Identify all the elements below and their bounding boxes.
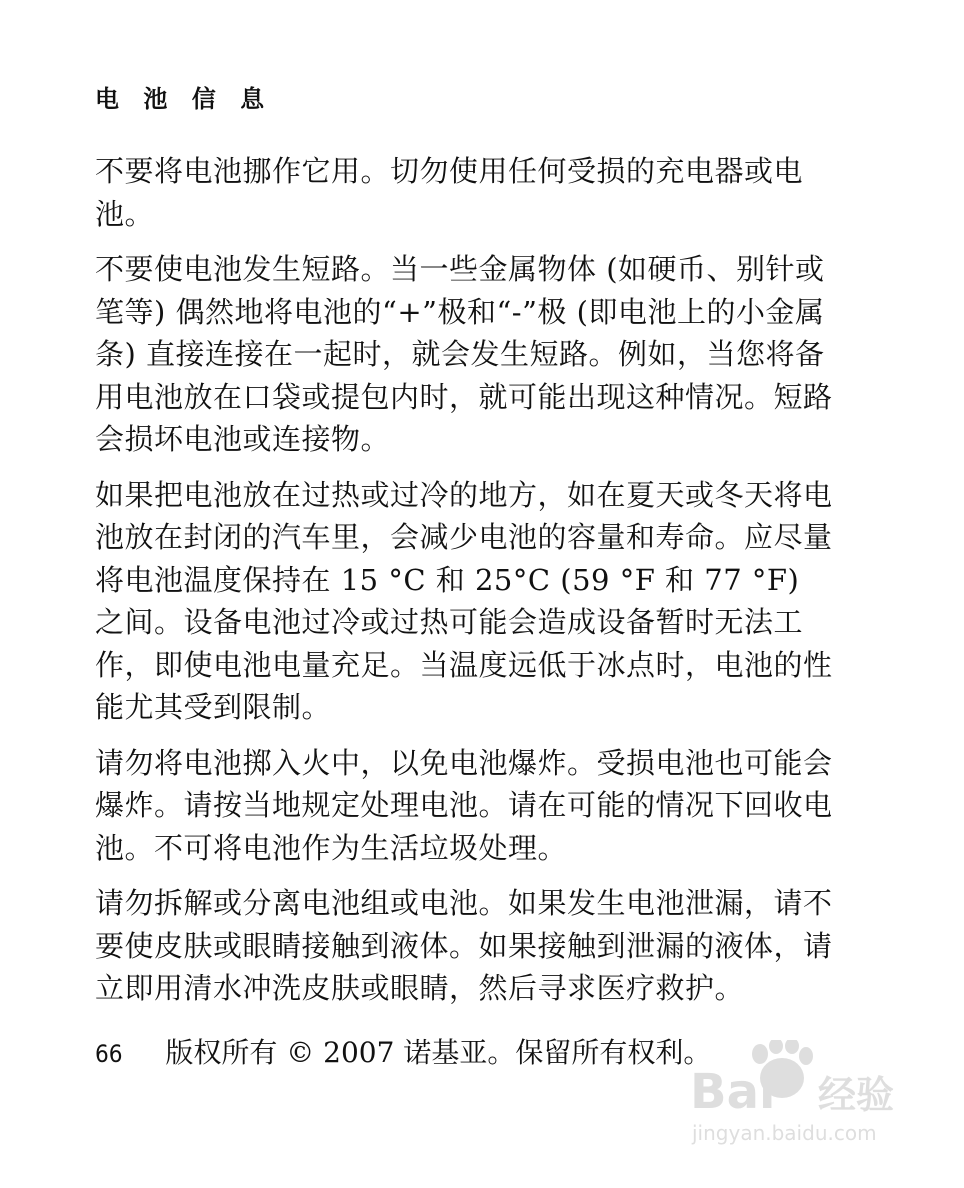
watermark-url: jingyan.baidu.com	[692, 1121, 877, 1145]
page-footer	[95, 1033, 711, 1074]
copyright-notice: 版权所有 © 2007 诺基亚。保留所有权利。	[165, 1036, 712, 1069]
watermark-brand-suffix: 经验	[818, 1073, 895, 1117]
page-number: 66	[95, 1040, 123, 1068]
paragraph-fire-disposal: 请勿将电池掷入火中，以免电池爆炸。受损电池也可能会爆炸。请按当地规定处理电池。请在可能的情况下回收电池。不可将电池作为生活垃圾处理。	[95, 745, 833, 865]
paragraph-misuse: 不要将电池挪作它用。切勿使用任何受损的充电器或电池。	[95, 154, 804, 231]
watermark-brand: Bai	[690, 1064, 776, 1120]
body-text	[95, 150, 835, 1023]
baidu-watermark-logo	[690, 1040, 920, 1150]
paragraph-temperature: 如果把电池放在过热或过冷的地方，如在夏天或冬天将电池放在封闭的汽车里，会减少电池的容量和寿命。应尽量将电池温度保持在 15 °C 和 25°C (59 °F 和 77 °F) 之间。设备电池过冷或过热可能会造成设备暂时无法工作，即使电池电量充足。当温度远低于冰点时，电池的性能尤其受到限制。	[95, 477, 833, 724]
paragraph-short-circuit: 不要使电池发生短路。当一些金属物体 (如硬币、别针或笔等) 偶然地将电池的“+”极和“-”极 (即电池上的小金属条) 直接连接在一起时，就会发生短路。例如，当您将备用电池放在口袋或提包内时，就可能出现这种情况。短路会损坏电池或连接物。	[95, 252, 833, 456]
page-header: 电 池 信 息	[95, 85, 273, 113]
paragraph-leakage: 请勿拆解或分离电池组或电池。如果发生电池泄漏，请不要使皮肤或眼睛接触到液体。如果接触到泄漏的液体，请立即用清水冲洗皮肤或眼睛，然后寻求医疗救护。	[95, 886, 833, 1005]
